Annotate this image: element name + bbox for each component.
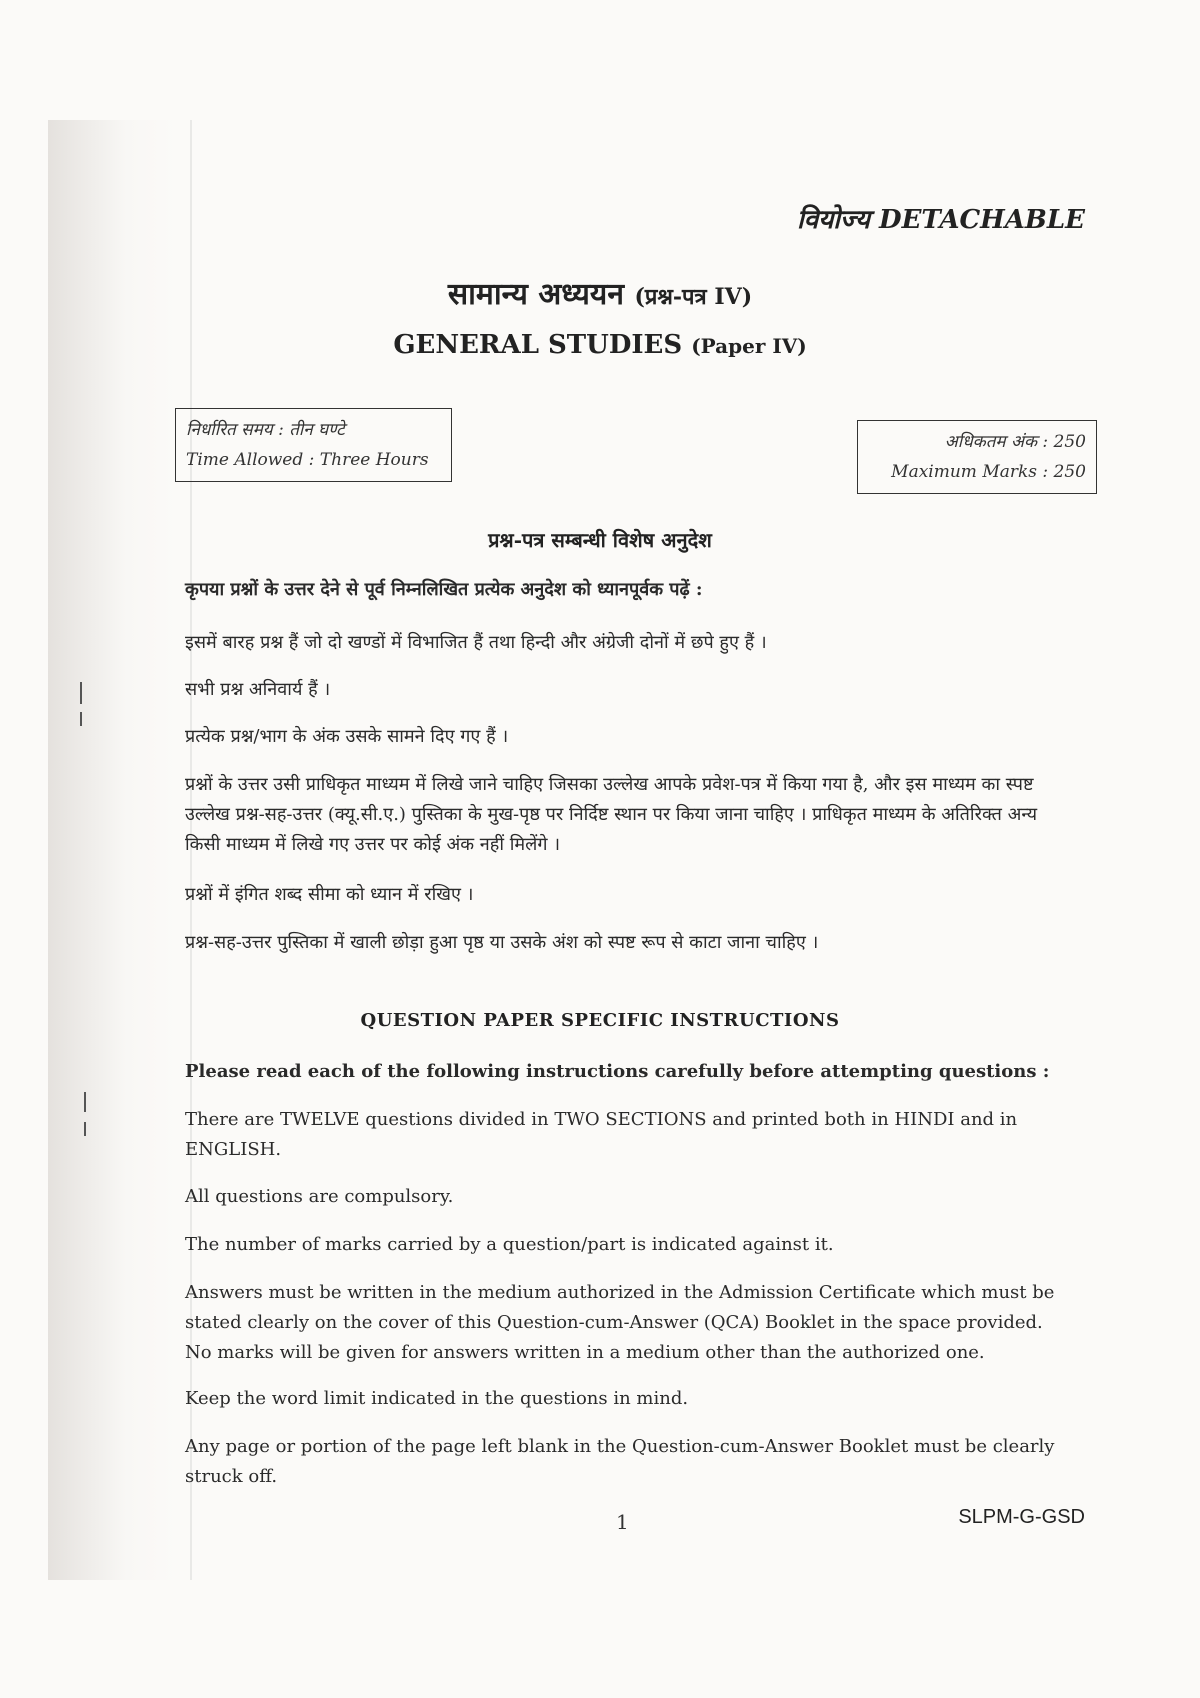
paper-code: SLPM-G-GSD [958, 1506, 1085, 1528]
hindi-title [0, 272, 1200, 313]
english-title [0, 330, 1200, 360]
detachable-label: वियोज्य DETACHABLE [797, 205, 1085, 235]
time-allowed-hindi: निर्धारित समय : तीन घण्टे [186, 420, 345, 440]
hindi-instruction-item: सभी प्रश्न अनिवार्य हैं । [185, 679, 331, 700]
hindi-instructions-heading: प्रश्न-पत्र सम्बन्धी विशेष अनुदेश [488, 528, 712, 552]
english-instruction-item: Answers must be written in the medium authorized in the Admission Certificate which must be stated clearly on the cover of this Question-cum-Answer (QCA) Booklet in the space provided. No marks will be given for answers written in a medium other than the authorized one. [185, 1282, 1055, 1363]
hindi-instruction-item: प्रश्नों के उत्तर उसी प्राधिकृत माध्यम में लिखे जाने चाहिए जिसका उल्लेख आपके प्रवेश-पत्र में किया गया है, और इस माध्यम का स्पष्ट उल्लेख प्रश्न-सह-उत्तर (क्यू.सी.ए.) पुस्तिका के मुख-पृष्ठ पर निर्दिष्ट स्थान पर किया जाना चाहिए । प्राधिकृत माध्यम के अतिरिक्त अन्य किसी माध्यम में लिखे गए उत्तर पर कोई अंक नहीं मिलेंगे । [185, 774, 1038, 855]
english-instructions-intro: Please read each of the following instructions carefully before attempting questions : [185, 1061, 1050, 1082]
maximum-marks-box [857, 420, 1097, 494]
hindi-instruction-item: प्रश्नों में इंगित शब्द सीमा को ध्यान में रखिए । [185, 884, 474, 905]
scan-mark [84, 1092, 86, 1112]
english-title-main: GENERAL STUDIES [393, 330, 683, 360]
time-allowed-english: Time Allowed : Three Hours [186, 450, 429, 470]
scan-mark [80, 682, 82, 704]
hindi-instruction-item: प्रश्न-सह-उत्तर पुस्तिका में खाली छोड़ा हुआ पृष्ठ या उसके अंश को स्पष्ट रूप से काटा जाना चाहिए । [185, 932, 819, 953]
english-instruction-item: Any page or portion of the page left blank in the Question-cum-Answer Booklet must be clearly struck off. [185, 1436, 1055, 1487]
english-instruction-item: The number of marks carried by a question/part is indicated against it. [185, 1234, 834, 1255]
time-allowed-box [175, 408, 452, 482]
page-number: 1 [616, 1510, 629, 1534]
hindi-instructions-intro: कृपया प्रश्नों के उत्तर देने से पूर्व निम्नलिखित प्रत्येक अनुदेश को ध्यानपूर्वक पढ़ें : [185, 579, 703, 600]
maximum-marks-hindi: अधिकतम अंक : 250 [944, 432, 1086, 452]
english-instruction-item: All questions are compulsory. [185, 1186, 454, 1207]
maximum-marks-english: Maximum Marks : 250 [891, 462, 1086, 482]
english-instructions-heading: QUESTION PAPER SPECIFIC INSTRUCTIONS [360, 1010, 840, 1031]
hindi-title-main: सामान्य अध्ययन [447, 277, 624, 312]
hindi-title-sub: (प्रश्न-पत्र IV) [634, 284, 753, 310]
english-title-sub: (Paper IV) [691, 334, 807, 358]
english-instruction-item: There are TWELVE questions divided in TWO SECTIONS and printed both in HINDI and in ENGLISH. [185, 1109, 1018, 1160]
english-instruction-item: Keep the word limit indicated in the questions in mind. [185, 1388, 689, 1409]
scan-mark [80, 712, 82, 726]
scan-mark [84, 1122, 86, 1136]
hindi-instruction-item: इसमें बारह प्रश्न हैं जो दो खण्डों में विभाजित हैं तथा हिन्दी और अंग्रेजी दोनों में छपे हुए हैं । [185, 632, 767, 653]
hindi-instruction-item: प्रत्येक प्रश्न/भाग के अंक उसके सामने दिए गए हैं । [185, 726, 509, 747]
